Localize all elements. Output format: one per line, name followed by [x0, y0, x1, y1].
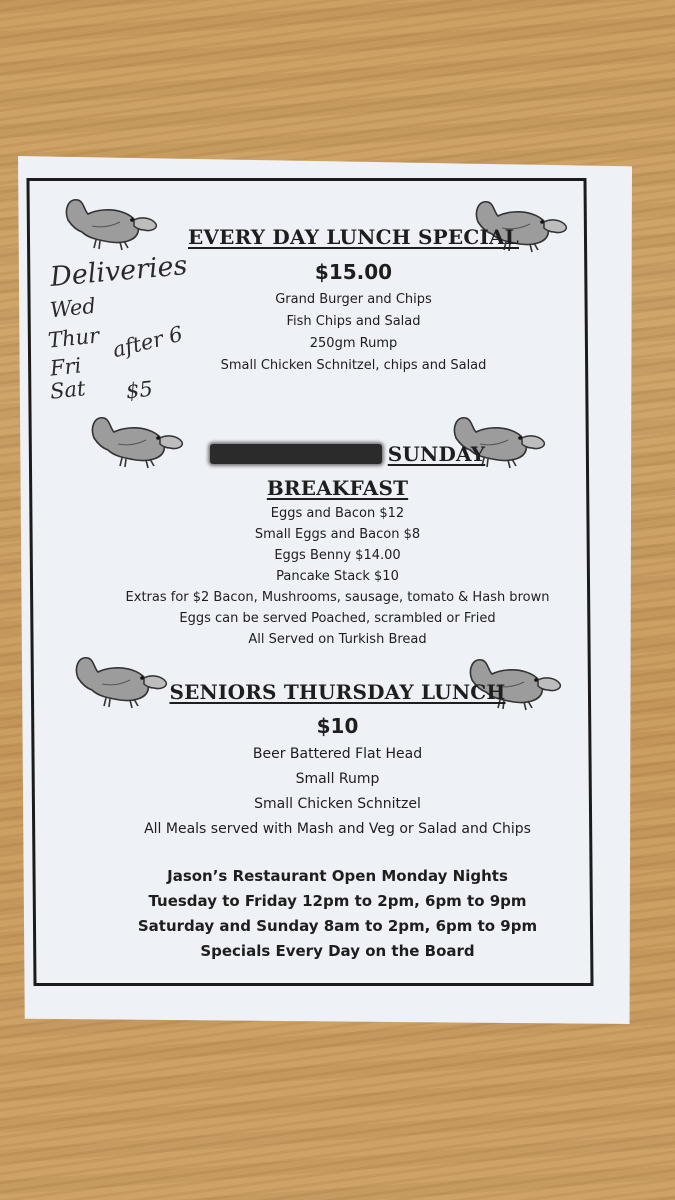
seniors-title: SENIORS THURSDAY LUNCH — [169, 680, 506, 704]
menu-item: Extras for $2 Bacon, Mushrooms, sausage, tomato & Hash brown — [125, 590, 550, 605]
seniors-items — [0, 742, 675, 842]
menu-item: 250gm Rump — [309, 336, 398, 351]
hours-line: Saturday and Sunday 8am to 2pm, 6pm to 9pm — [137, 917, 538, 935]
handwritten-wed: Wed — [48, 293, 97, 323]
handwritten-thur: Thur — [46, 323, 101, 353]
menu-item: All Served on Turkish Bread — [248, 632, 427, 647]
opening-hours — [0, 864, 675, 964]
menu-item: All Meals served with Mash and Veg or Salad and Chips — [144, 821, 531, 837]
hours-line: Jason’s Restaurant Open Monday Nights — [167, 867, 508, 885]
breakfast-title: BREAKFAST — [266, 476, 409, 500]
lunch-special-price: $15.00 — [314, 260, 393, 284]
handwritten-after: after 6 — [110, 321, 186, 363]
menu-item: Eggs can be served Poached, scrambled or Fried — [179, 611, 496, 626]
menu-item: Eggs and Bacon $12 — [270, 506, 405, 521]
seniors-price: $10 — [316, 714, 359, 738]
handwritten-fee: $5 — [124, 376, 154, 404]
menu-item: Grand Burger and Chips — [275, 292, 432, 307]
menu-item: Beer Battered Flat Head — [252, 746, 423, 762]
menu-item: Small Chicken Schnitzel — [254, 796, 421, 812]
handwritten-deliveries: Deliveries — [48, 250, 189, 293]
menu-item: Small Rump — [295, 771, 380, 787]
menu-item: Fish Chips and Salad — [286, 314, 421, 329]
menu-item: Small Eggs and Bacon $8 — [254, 527, 421, 542]
lunch-special-title: EVERY DAY LUNCH SPECIAL — [187, 225, 519, 249]
menu-item: Pancake Stack $10 — [276, 569, 399, 584]
breakfast-day-label: SUNDAY — [387, 442, 486, 466]
lunch-special-items — [0, 289, 675, 377]
menu-item: Small Chicken Schnitzel, chips and Salad — [220, 358, 487, 373]
redacted-text — [210, 444, 382, 464]
handwritten-fri: Fri — [48, 353, 83, 381]
hours-line: Tuesday to Friday 12pm to 2pm, 6pm to 9pm — [148, 892, 527, 910]
breakfast-items — [0, 503, 675, 650]
hours-line: Specials Every Day on the Board — [200, 942, 475, 960]
menu-item: Eggs Benny $14.00 — [274, 548, 401, 563]
breakfast-day — [0, 442, 675, 466]
handwritten-sat: Sat — [48, 376, 87, 404]
